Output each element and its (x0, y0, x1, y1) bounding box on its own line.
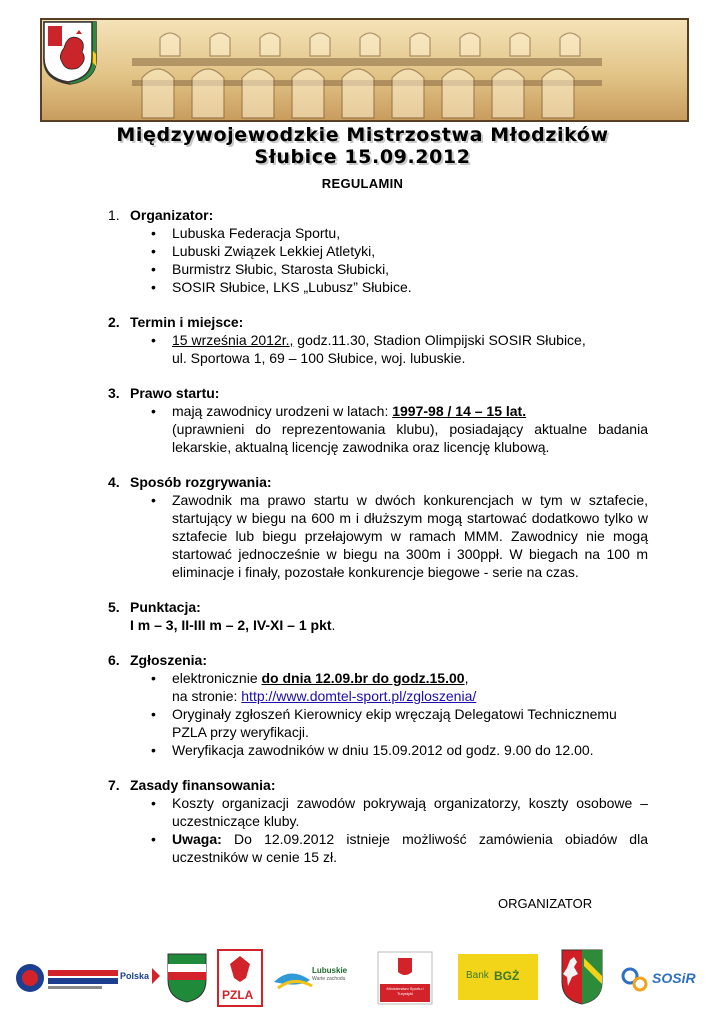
entry-deadline: do dnia 12.09.br do godz.15.00 (261, 670, 465, 686)
club-crest-icon (164, 950, 210, 1004)
list-item: • Oryginały zgłoszeń Kierownicy ekip wręczają Delegatowi Technicznemu PZLA przy weryfikacji. (151, 706, 617, 740)
list-item: • Weryfikacja zawodników w dniu 15.09.2012 od godz. 9.00 do 12.00. (151, 742, 594, 758)
section-number: 7. (108, 777, 120, 793)
slubice-crest-icon (42, 20, 94, 84)
sponsor-logos (0, 948, 725, 1008)
entries-link[interactable]: http://www.domtel-sport.pl/zgloszenia/ (241, 688, 477, 704)
section-number: 6. (108, 652, 120, 668)
list-item: • Uwaga: Do 12.09.2012 istnieje możliwość zamówienia obiadów dla uczestników w cenie 15 zł. (151, 831, 648, 865)
document-title-line1: Międzywojewodzkie Mistrzostwa Młodzików (116, 124, 609, 146)
section-number: 2. (108, 314, 120, 330)
list-item: • Zawodnik ma prawo startu w dwóch konkurencjach w tym w sztafecie, startujący w biegu na 600 m i dłuższym mogą startować dodatkowo tylko w sztafecie lub biegu przełajowym w ramach MMM. Zawodnicy nie mogą startować jednocześnie w biegu na 300m i 300ppł. W biegach na 100 m eliminacje i finały, pozostałe konkurencje biegowe - serie na czas. (151, 492, 648, 580)
document-title-line2: Słubice 15.09.2012 (254, 146, 471, 168)
lubuskie-logo: Lubuskie Warte zachodu (270, 958, 350, 998)
event-date: 15 września 2012r., (172, 332, 294, 348)
aqueduct-illustration (42, 20, 687, 120)
list-item: • mają zawodnicy urodzeni w latach: 1997-98 / 14 – 15 lat. (uprawnieni do reprezentowania klubu), posiadający aktualne badania lekarskie, aktualną licencję zawodnika oraz licencję klubową. (151, 403, 648, 455)
list-item: • 15 września 2012r., godz.11.30, Stadion Olimpijski SOSIR Słubice, ul. Sportowa 1, 69 – 100 Słubice, woj. lubuskie. (151, 332, 586, 366)
section-competition-format (108, 473, 648, 581)
section-heading: Zgłoszenia: (130, 652, 208, 668)
regulations-body (108, 206, 648, 883)
list-item: • elektronicznie do dnia 12.09.br do godz.15.00, na stronie: http://www.domtel-sport.pl/zgloszenia/ (151, 670, 477, 704)
section-heading: Sposób rozgrywania: (130, 474, 272, 490)
section-heading: Prawo startu: (130, 385, 220, 401)
section-organizer (108, 206, 648, 296)
section-number: 4. (108, 474, 120, 490)
section-heading: Punktacja: (130, 599, 201, 615)
section-heading: Termin i miejsce: (130, 314, 244, 330)
signature: ORGANIZATOR (498, 896, 593, 911)
section-eligibility (108, 384, 648, 456)
eligible-years: 1997-98 / 14 – 15 lat. (392, 403, 527, 419)
ministry-logo: Ministerstwo Sportu i Turystyki (376, 950, 434, 1006)
polska-logo: Polska (12, 960, 147, 996)
document-subtitle: REGULAMIN (321, 176, 404, 191)
list-item: • Burmistrz Słubic, Starosta Słubicki, (151, 261, 390, 277)
sosir-logo: SOSiR (620, 962, 710, 996)
lubuskie-crest-small-icon (560, 948, 604, 1006)
scoring-rule: I m – 3, II-III m – 2, IV-XI – 1 pkt (130, 617, 332, 633)
section-heading: Zasady finansowania: (130, 777, 276, 793)
list-item: • Lubuski Związek Lekkiej Atletyki, (151, 243, 376, 259)
section-number: 1. (108, 207, 120, 223)
section-scoring: 5. Punktacja: I m – 3, II-III m – 2, IV-XI – 1 pkt. (108, 599, 336, 633)
section-entries (108, 651, 648, 759)
section-number: 3. (108, 385, 120, 401)
flag-mark-icon (150, 966, 162, 986)
note-label: Uwaga: (172, 831, 222, 847)
list-item: • Koszty organizacji zawodów pokrywają organizatorzy, koszty osobowe – uczestniczące kluby. (151, 795, 648, 829)
section-heading: Organizator: (130, 207, 214, 223)
list-item: • SOSIR Słubice, LKS „Lubusz” Słubice. (151, 279, 412, 295)
section-date-place (108, 313, 648, 367)
section-financing (108, 776, 648, 866)
bank-bgz-logo: Bank BGŻ (458, 954, 538, 1000)
header-banner (40, 18, 689, 122)
list-item: • Lubuska Federacja Sportu, (151, 225, 341, 241)
pzla-logo: PZLA (216, 948, 264, 1008)
section-number: 5. (108, 599, 120, 615)
